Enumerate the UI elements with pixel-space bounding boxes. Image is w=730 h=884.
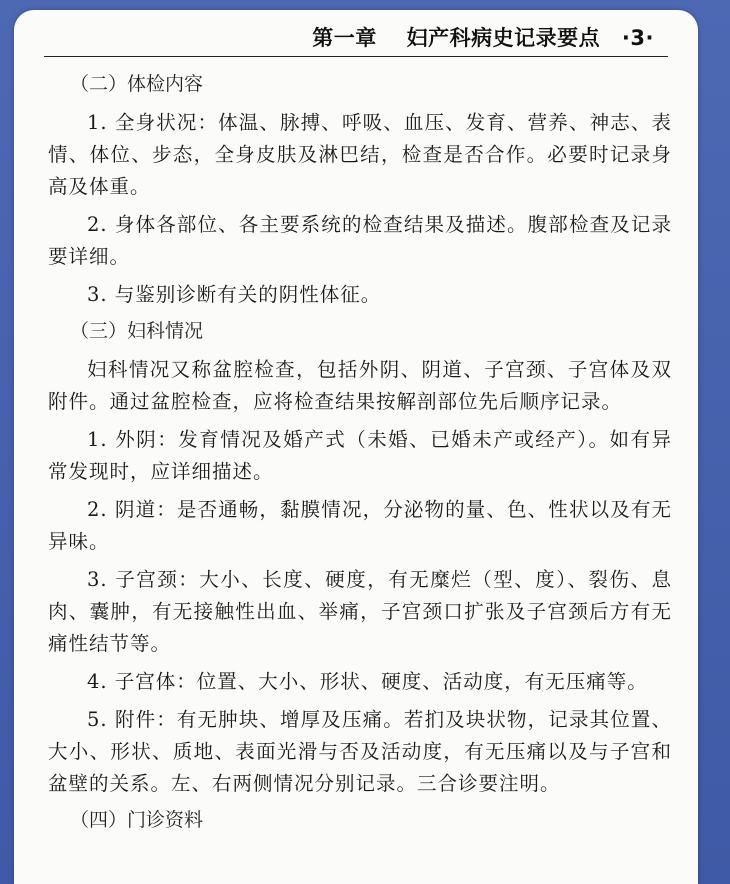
chapter-title: 妇产科病史记录要点 bbox=[406, 26, 601, 50]
paragraph-body-systems: 2. 身体各部位、各主要系统的检查结果及描述。腹部检查及记录要详细。 bbox=[48, 213, 672, 268]
paragraph-negative-signs: 3. 与鉴别诊断有关的阴性体征。 bbox=[87, 283, 382, 306]
paragraph-general-condition: 1. 全身状况：体温、脉搏、呼吸、血压、发育、营养、神志、表情、体位、步态，全身皮肤及淋巴结，检查是否合作。必要时记录身高及体重。 bbox=[48, 111, 672, 198]
paragraph-adnexa: 5. 附件：有无肿块、增厚及压痛。若扪及块状物，记录其位置、大小、形状、质地、表面光滑与否及活动度，有无压痛以及与子宫和盆壁的关系。左、右两侧情况分别记录。三合诊要注明。 bbox=[48, 708, 672, 795]
section-heading-outpatient: （四）门诊资料 bbox=[70, 809, 204, 831]
chapter-label: 第一章 bbox=[312, 26, 377, 50]
paragraph-uterus: 4. 子宫体：位置、大小、形状、硬度、活动度，有无压痛等。 bbox=[87, 670, 648, 693]
paragraph-vagina: 2. 阴道：是否通畅，黏膜情况，分泌物的量、色、性状以及有无异味。 bbox=[48, 498, 672, 553]
page-header bbox=[44, 10, 668, 57]
book-page bbox=[14, 10, 698, 884]
section-heading-physical-exam: （二）体检内容 bbox=[70, 73, 204, 95]
page-number: ·3· bbox=[621, 26, 654, 50]
section-heading-gynecologic: （三）妇科情况 bbox=[70, 320, 204, 342]
running-header bbox=[312, 22, 654, 52]
paragraph-vulva: 1. 外阴：发育情况及婚产式（未婚、已婚未产或经产）。如有异常发现时，应详细描述。 bbox=[48, 428, 672, 483]
page-body bbox=[48, 68, 672, 843]
paragraph-pelvic-intro: 妇科情况又称盆腔检查，包括外阴、阴道、子宫颈、子宫体及双附件。通过盆腔检查，应将检查结果按解剖部位先后顺序记录。 bbox=[48, 358, 672, 413]
paragraph-cervix: 3. 子宫颈：大小、长度、硬度，有无糜烂（型、度）、裂伤、息肉、囊肿，有无接触性出血、举痛，子宫颈口扩张及子宫颈后方有无痛性结节等。 bbox=[48, 568, 672, 655]
